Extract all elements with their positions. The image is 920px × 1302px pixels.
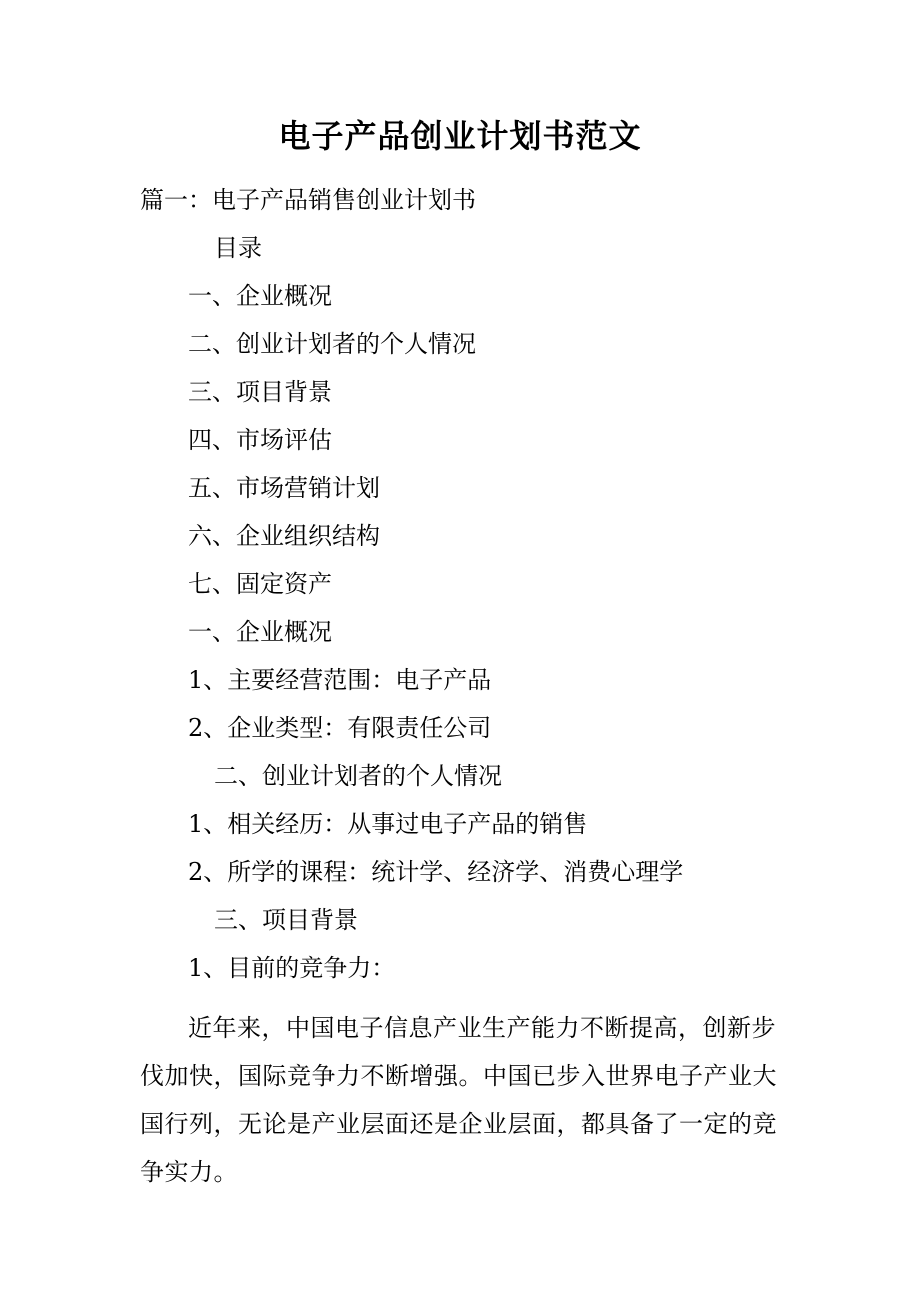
- section-item: 1、目前的竞争力：: [188, 954, 396, 982]
- section-heading: 三、项目背景: [214, 906, 358, 934]
- section-heading: 一、企业概况: [188, 618, 332, 646]
- body-paragraph: 近年来，中国电子信息产业生产能力不断提高，创新步伐加快，国际竞争力不断增强。中国已步入世界电子产业大国行列，无论是产业层面还是企业层面，都具备了一定的竞争实力。: [140, 1014, 777, 1186]
- toc-item: 四、市场评估: [188, 426, 332, 454]
- toc-item: 六、企业组织结构: [188, 522, 380, 550]
- section-item: 2、所学的课程：统计学、经济学、消费心理学: [188, 858, 684, 886]
- section-item: 1、主要经营范围：电子产品: [188, 666, 492, 694]
- section-item: 1、相关经历：从事过电子产品的销售: [188, 810, 588, 838]
- toc-item: 三、项目背景: [188, 378, 332, 406]
- document-subtitle: 篇一：电子产品销售创业计划书: [140, 186, 476, 214]
- toc-item: 五、市场营销计划: [188, 474, 380, 502]
- toc-item: 一、企业概况: [188, 282, 332, 310]
- section-item: 2、企业类型：有限责任公司: [188, 714, 492, 742]
- toc-heading: 目录: [214, 234, 262, 262]
- toc-item: 七、固定资产: [188, 570, 332, 598]
- toc-item: 二、创业计划者的个人情况: [188, 330, 476, 358]
- section-heading: 二、创业计划者的个人情况: [214, 762, 502, 790]
- document-title: 电子产品创业计划书范文: [278, 117, 642, 155]
